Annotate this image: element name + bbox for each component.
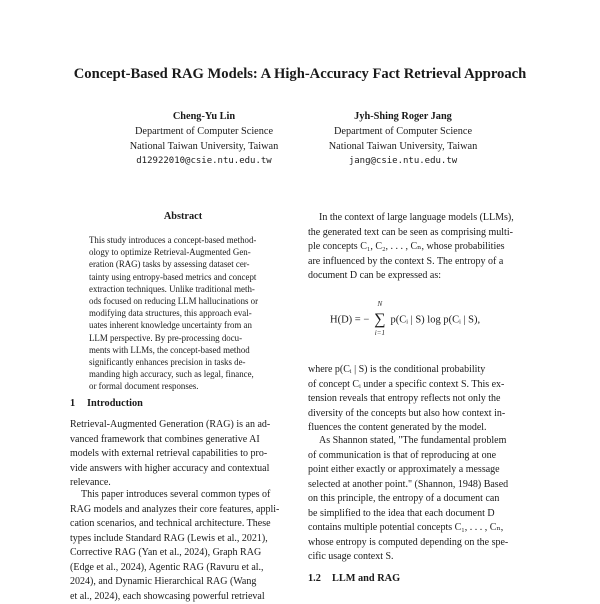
abstract-line: ments with LLMs, the concept-based method <box>89 344 277 356</box>
subsection-title: LLM and RAG <box>332 573 400 584</box>
intro-paragraph-1 <box>70 418 304 491</box>
abstract-line: LLM perspective. By pre-processing docu- <box>89 332 277 344</box>
abstract-line: eration (RAG) tasks by assessing dataset cer- <box>89 258 277 270</box>
text-line: This paper introduces several common types of <box>70 488 304 503</box>
subsection-llm-rag-heading <box>308 573 400 584</box>
text-line: et al., 2024), each showcasing powerful retrieval <box>70 590 304 604</box>
text-line: RAG models and analyzes their core features, appli- <box>70 503 304 518</box>
author-1-name: Cheng-Yu Lin <box>104 109 304 124</box>
section-introduction-heading <box>70 398 143 409</box>
text-line: vanced framework that combines generative AI <box>70 433 304 448</box>
abstract-line: ods focused on reducing LLM hallucinations or <box>89 295 277 307</box>
text-line: selected at another point." (Shannon, 1948) Based <box>308 478 542 493</box>
summation-symbol: N ∑ i=1 <box>372 312 388 328</box>
text-line: ple concepts C₁, C₂, . . . , Cₙ, whose probabilities <box>308 240 542 255</box>
text-line: vide answers with higher accuracy and contextual <box>70 462 304 477</box>
sum-lower-limit: i=1 <box>370 329 390 337</box>
abstract-line: extraction techniques. Unlike traditional meth- <box>89 283 277 295</box>
equation-lhs: H(D) = − <box>330 314 369 325</box>
text-line: Retrieval-Augmented Generation (RAG) is an ad- <box>70 418 304 433</box>
text-line: of communication is that of reproducing at one <box>308 449 542 464</box>
text-line: tension reveals that entropy reflects not only the <box>308 392 542 407</box>
author-2-name: Jyh-Shing Roger Jang <box>298 109 508 124</box>
text-line: cation scenarios, and technical architecture. These <box>70 517 304 532</box>
text-line: where p(Cᵢ | S) is the conditional probability <box>308 363 542 378</box>
text-line: cific usage context S. <box>308 550 542 565</box>
author-2-department: Department of Computer Science <box>298 124 508 139</box>
text-line: of concept Cᵢ under a specific context S. This ex- <box>308 378 542 393</box>
text-line: types include Standard RAG (Lewis et al., 2021), <box>70 532 304 547</box>
text-line: whose entropy is computed depending on the spe- <box>308 536 542 551</box>
text-line: fluences the content generated by the model. <box>308 421 542 436</box>
author-1-email: d12922010@csie.ntu.edu.tw <box>104 154 304 169</box>
entropy-equation <box>330 312 480 328</box>
abstract-body <box>89 234 277 393</box>
text-line: relevance. <box>70 476 304 491</box>
paper-title: Concept-Based RAG Models: A High-Accuracy Fact Retrieval Approach <box>0 66 600 83</box>
right-paragraph-3 <box>308 434 542 565</box>
abstract-line: significantly enhances precision in tasks de- <box>89 356 277 368</box>
text-line: contains multiple potential concepts C₁, . . . , Cₙ, <box>308 521 542 536</box>
abstract-line: ology to optimize Retrieval-Augmented Gen- <box>89 246 277 258</box>
abstract-heading: Abstract <box>70 211 296 222</box>
abstract-line: modifying data structures, this approach eval- <box>89 307 277 319</box>
abstract-line: uates inherent knowledge uncertainty from an <box>89 319 277 331</box>
right-paragraph-2 <box>308 363 542 436</box>
equation-rhs: p(Cᵢ | S) log p(Cᵢ | S), <box>391 314 481 325</box>
sum-upper-limit: N <box>372 300 388 308</box>
text-line: are influenced by the context S. The entropy of a <box>308 255 542 270</box>
author-1 <box>104 109 304 169</box>
section-title: Introduction <box>87 398 143 409</box>
text-line: be simplified to the idea that each document D <box>308 507 542 522</box>
text-line: As Shannon stated, "The fundamental problem <box>308 434 542 449</box>
text-line: point either exactly or approximately a message <box>308 463 542 478</box>
intro-paragraph-2 <box>70 488 304 604</box>
text-line: 2024), and Dynamic Hierarchical RAG (Wang <box>70 575 304 590</box>
section-number: 1 <box>70 398 87 409</box>
subsection-number: 1.2 <box>308 573 332 584</box>
abstract-line: manding high accuracy, such as legal, finance, <box>89 368 277 380</box>
text-line: document D can be expressed as: <box>308 269 542 284</box>
right-paragraph-1 <box>308 211 542 284</box>
author-2-university: National Taiwan University, Taiwan <box>298 139 508 154</box>
text-line: (Edge et al., 2024), Agentic RAG (Ravuru et al., <box>70 561 304 576</box>
text-line: on this principle, the entropy of a document can <box>308 492 542 507</box>
abstract-line: or formal document responses. <box>89 380 277 392</box>
text-line: the generated text can be seen as comprising multi- <box>308 226 542 241</box>
author-1-department: Department of Computer Science <box>104 124 304 139</box>
text-line: models with external retrieval capabilities to pro- <box>70 447 304 462</box>
author-1-university: National Taiwan University, Taiwan <box>104 139 304 154</box>
author-2-email: jang@csie.ntu.edu.tw <box>298 154 508 169</box>
text-line: diversity of the concepts but also how context in- <box>308 407 542 422</box>
abstract-line: This study introduces a concept-based method- <box>89 234 277 246</box>
abstract-line: tainty using entropy-based metrics and concept <box>89 271 277 283</box>
text-line: In the context of large language models (LLMs), <box>308 211 542 226</box>
author-2 <box>298 109 508 169</box>
text-line: Corrective RAG (Yan et al., 2024), Graph RAG <box>70 546 304 561</box>
